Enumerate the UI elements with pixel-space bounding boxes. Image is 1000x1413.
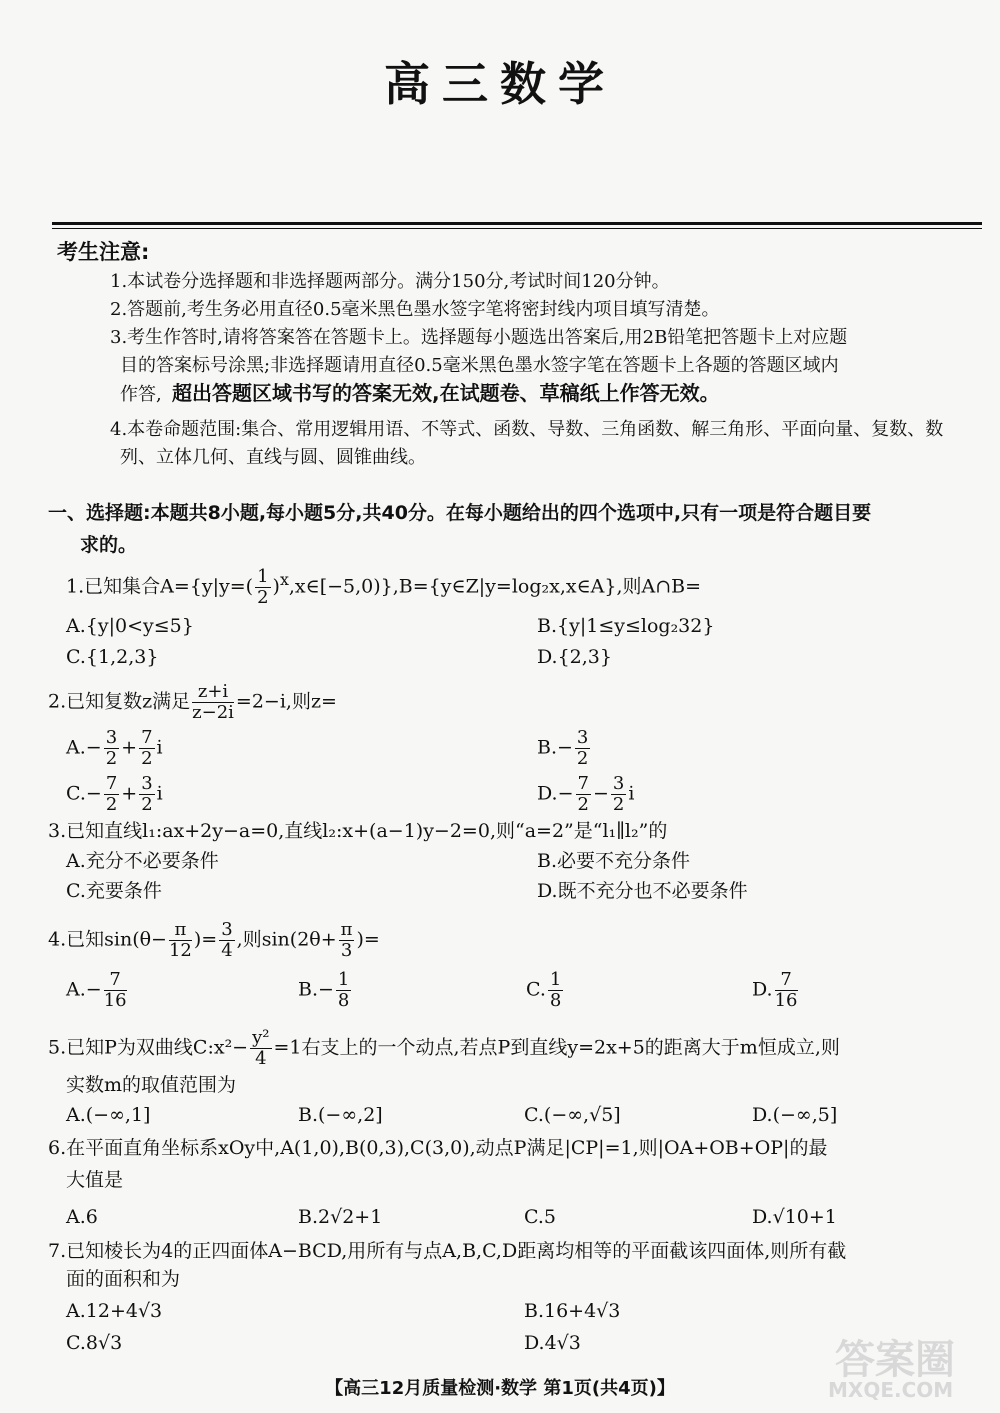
q1-paren-close: ) (272, 575, 280, 598)
q2-c-frac2 (139, 774, 154, 815)
q2-b-n: 3 (576, 727, 589, 748)
notice-item-4-cont: 列、立体几何、直线与圆、圆锥曲线。 (120, 447, 426, 468)
q2-a-n2: 7 (141, 727, 153, 748)
q7-option-d: D.4√3 (524, 1332, 581, 1354)
q4-c-frac (548, 970, 563, 1011)
q4-frac2 (219, 920, 234, 961)
q4-option-b (298, 970, 353, 1011)
notice-item-3-end: 作答, (120, 384, 162, 405)
notice-item-2: 2.答题前,考生务必用直径0.5毫米黑色墨水签字笔将密封线内项目填写清楚。 (110, 299, 720, 320)
q2-a-frac2 (139, 728, 154, 769)
q4-frac1-n: π (169, 920, 192, 941)
q1-option-a: A.{y|0<y≤5} (66, 615, 194, 637)
q4-frac3 (339, 920, 355, 961)
q1-paren-open: ( (245, 575, 254, 598)
q4-frac2-d: 4 (221, 940, 233, 961)
q2-c-d2: 2 (141, 794, 153, 815)
q2-option-a (66, 728, 163, 769)
q2-option-b (537, 728, 592, 769)
section-heading-line1: 一、选择题:本题共8小题,每小题5分,共40分。在每小题给出的四个选项中,只有一项是符合题目要 (48, 502, 872, 524)
q4-a-pre: A.− (66, 978, 102, 1001)
notice-heading: 考生注意: (57, 240, 150, 264)
q2-a-mid: + (121, 736, 138, 759)
q4-a-d: 16 (103, 990, 127, 1011)
q2-option-c (66, 774, 163, 815)
q4-stem-d: )= (356, 928, 380, 951)
q2-d-frac1 (576, 774, 591, 815)
q2-c-post: i (156, 782, 163, 805)
q6-option-c: C.5 (524, 1206, 556, 1228)
notice-item-3-emphasis: 超出答题区域书写的答案无效,在试题卷、草稿纸上作答无效。 (172, 381, 720, 405)
q4-b-d: 8 (337, 990, 350, 1011)
q2-a-pre: A.− (66, 736, 102, 759)
q2-stem-b: =2−i,则z= (235, 690, 337, 713)
q4-frac1-d: 12 (168, 940, 192, 961)
q2-d-n2: 3 (612, 773, 625, 794)
q4-a-n: 7 (104, 970, 127, 991)
question-4-stem (48, 920, 380, 961)
q5-frac-n: y² (252, 1027, 270, 1048)
q1-frac-den: 2 (257, 587, 269, 608)
q1-fraction (255, 567, 270, 608)
question-1-stem (66, 567, 701, 608)
q7-option-a: A.12+4√3 (66, 1300, 163, 1322)
q5-option-c: C.(−∞,√5] (524, 1104, 621, 1126)
q4-d-pre: D. (752, 978, 773, 1001)
q4-c-d: 8 (549, 990, 562, 1011)
q2-a-d1: 2 (105, 748, 118, 769)
q4-d-frac (775, 970, 798, 1011)
q4-b-frac (336, 970, 351, 1011)
question-7-line1: 7.已知棱长为4的正四面体A−BCD,用所有与点A,B,C,D距离均相等的平面截该四面体,则所有截 (48, 1240, 847, 1262)
q2-d-mid: − (592, 782, 609, 805)
q4-frac1 (169, 920, 192, 961)
q1-frac-num: 1 (257, 566, 269, 587)
q3-option-d: D.既不充分也不必要条件 (537, 880, 748, 902)
q5-option-d: D.(−∞,5] (752, 1104, 838, 1126)
q5-frac (250, 1028, 271, 1069)
q4-c-n: 1 (549, 969, 562, 990)
q2-c-n1: 7 (105, 773, 118, 794)
q6-option-b: B.2√2+1 (298, 1206, 383, 1228)
q4-d-n: 7 (775, 970, 798, 991)
q3-option-a: A.充分不必要条件 (66, 850, 219, 872)
question-7-line2: 面的面积和为 (66, 1268, 181, 1290)
q4-option-d (752, 970, 800, 1011)
question-6-line1: 6.在平面直角坐标系xOy中,A(1,0),B(0,3),C(3,0),动点P满足|CP|=1,则|OA+OB+OP|的最 (48, 1137, 828, 1159)
section-heading-line2: 求的。 (80, 534, 138, 556)
q3-option-b: B.必要不充分条件 (537, 850, 691, 872)
q1-exponent: x (279, 570, 289, 590)
q2-c-mid: + (121, 782, 138, 805)
q4-frac2-n: 3 (221, 919, 233, 940)
q2-frac-num: z+i (192, 682, 234, 703)
notice-item-3: 3.考生作答时,请将答案答在答题卡上。选择题每小题选出答案后,用2B铅笔把答题卡上对应题 (110, 327, 848, 348)
divider-thin (52, 228, 982, 229)
q3-option-c: C.充要条件 (66, 880, 162, 902)
notice-item-3-cont: 目的答案标号涂黑;非选择题请用直径0.5毫米黑色墨水签字笔在答题卡上各题的答题区域内 (120, 355, 839, 376)
question-5-stem (48, 1028, 840, 1069)
q4-stem-a: 4.已知sin(θ− (48, 928, 167, 951)
q2-d-d1: 2 (577, 794, 589, 815)
q2-d-pre: D.− (537, 782, 574, 805)
q4-d-d: 16 (774, 990, 798, 1011)
q2-option-d (537, 774, 634, 815)
q2-stem-a: 2.已知复数z满足 (48, 690, 191, 713)
q6-option-d: D.√10+1 (752, 1206, 837, 1228)
q5-stem-b: =1右支上的一个动点,若点P到直线y=2x+5的距离大于m恒成立,则 (273, 1036, 840, 1059)
q2-frac-den: z−2i (192, 702, 234, 723)
q2-b-frac (575, 728, 590, 769)
q2-a-n1: 3 (105, 727, 118, 748)
q2-a-frac1 (104, 728, 119, 769)
q1-stem-a: 1.已知集合A={y|y= (66, 575, 246, 598)
q7-option-c: C.8√3 (66, 1332, 123, 1354)
q1-option-c: C.{1,2,3} (66, 646, 159, 668)
question-3-stem: 3.已知直线l₁:ax+2y−a=0,直线l₂:x+(a−1)y−2=0,则“a=2”是“l₁∥l₂”的 (48, 820, 668, 842)
section-heading (48, 497, 973, 561)
page-title: 高三数学 (384, 57, 616, 111)
q5-option-a: A.(−∞,1] (66, 1104, 151, 1126)
q4-option-c (526, 970, 565, 1011)
q2-c-d1: 2 (105, 794, 118, 815)
q4-a-frac (104, 970, 127, 1011)
q2-d-frac2 (611, 774, 626, 815)
q4-b-n: 1 (337, 969, 350, 990)
q2-d-n1: 7 (577, 773, 589, 794)
q6-option-a: A.6 (66, 1206, 98, 1228)
q4-c-pre: C. (526, 978, 546, 1001)
q2-d-d2: 2 (612, 794, 625, 815)
q4-b-pre: B.− (298, 978, 334, 1001)
q2-c-frac1 (104, 774, 119, 815)
q4-frac3-d: 3 (340, 940, 353, 961)
q1-option-d: D.{2,3} (537, 646, 612, 668)
q2-a-post: i (156, 736, 163, 759)
q2-c-pre: C.− (66, 782, 102, 805)
q4-option-a (66, 970, 129, 1011)
page-footer: 【高三12月质量检测·数学 第1页(共4页)】 (325, 1378, 675, 1399)
q4-stem-b: )= (193, 928, 218, 951)
watermark-url: MXQE.COM (828, 1378, 954, 1402)
watermark-logo: 答案圈 (835, 1337, 955, 1383)
question-5-line2: 实数m的取值范围为 (66, 1074, 237, 1096)
q7-option-b: B.16+4√3 (524, 1300, 621, 1322)
q2-c-n2: 3 (141, 773, 153, 794)
q1-option-b: B.{y|1≤y≤log₂32} (537, 615, 715, 637)
notice-item-4: 4.本卷命题范围:集合、常用逻辑用语、不等式、函数、导数、三角函数、解三角形、平面向量、复数、数 (110, 419, 944, 440)
q1-stem-b: ,x∈[−5,0)},B={y∈Z|y=log₂x,x∈A},则A∩B= (288, 575, 702, 598)
q5-stem-a: 5.已知P为双曲线C:x²− (48, 1036, 249, 1059)
q4-stem-c: ,则sin(2θ+ (236, 928, 337, 951)
q2-b-pre: B.− (537, 736, 573, 759)
q2-d-post: i (628, 782, 635, 805)
q5-option-b: B.(−∞,2] (298, 1104, 383, 1126)
notice-item-1: 1.本试卷分选择题和非选择题两部分。满分150分,考试时间120分钟。 (110, 271, 670, 292)
q4-frac3-n: π (340, 919, 353, 940)
q2-b-d: 2 (576, 748, 589, 769)
q5-frac-d: 4 (255, 1048, 267, 1069)
question-2-stem (48, 682, 337, 723)
q2-a-d2: 2 (141, 748, 153, 769)
question-6-line2: 大值是 (66, 1169, 124, 1191)
q2-fraction (192, 682, 234, 723)
divider-thick (52, 222, 982, 225)
